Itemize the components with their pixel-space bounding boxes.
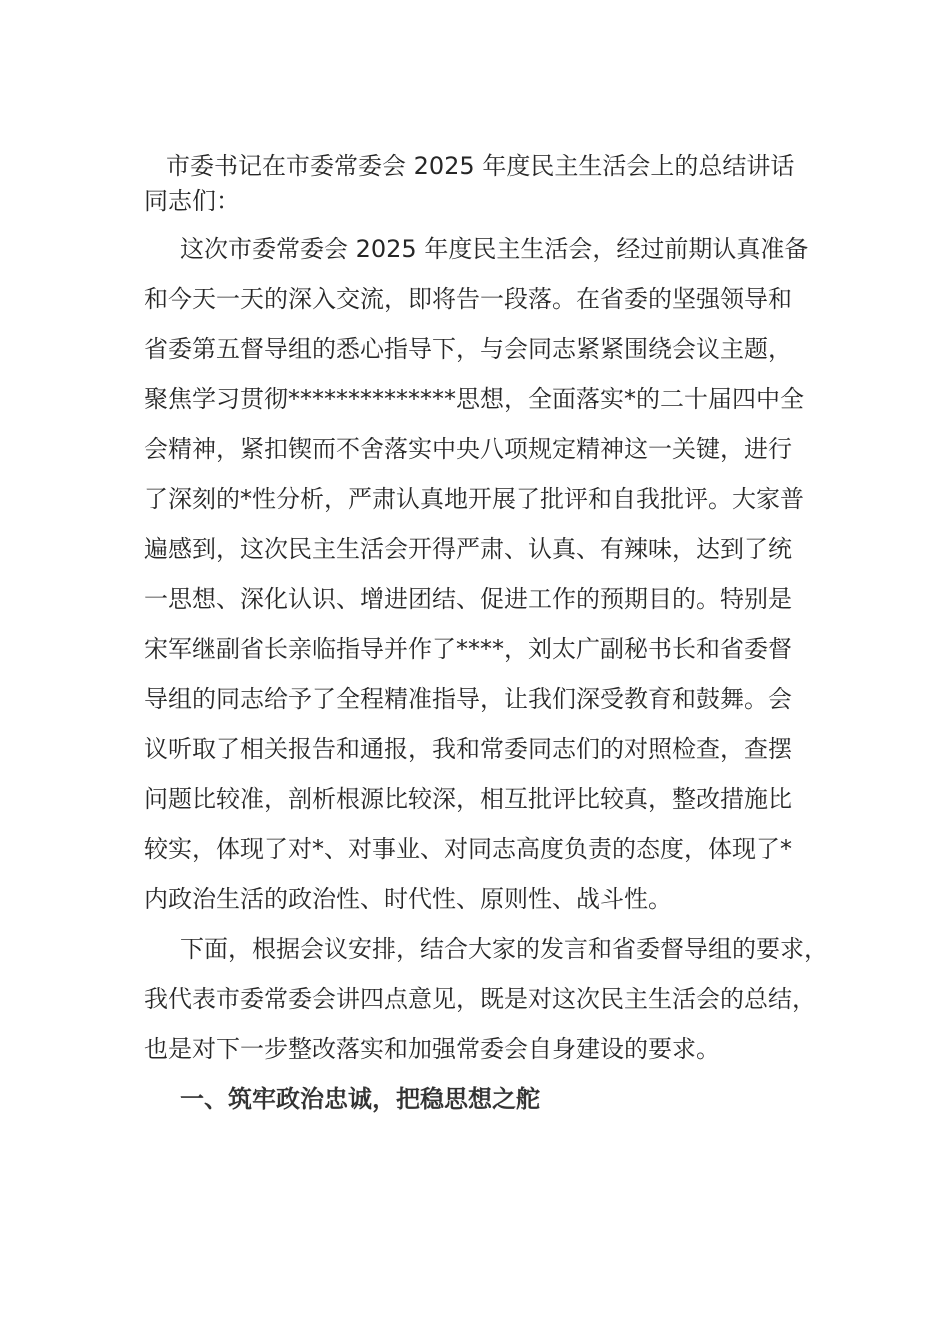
paragraph-line: 和今天一天的深入交流，即将告一段落。在省委的坚强领导和 xyxy=(144,285,792,313)
paragraph-line: 了深刻的*性分析，严肃认真地开展了批评和自我批评。大家普 xyxy=(144,485,804,513)
greeting: 同志们： xyxy=(144,187,240,215)
paragraph-line: 下面，根据会议安排，结合大家的发言和省委督导组的要求， xyxy=(180,935,828,963)
paragraph-line: 省委第五督导组的悉心指导下，与会同志紧紧围绕会议主题， xyxy=(144,335,792,363)
document-title: 市委书记在市委常委会 2025 年度民主生活会上的总结讲话 xyxy=(166,152,795,180)
paragraph-2 xyxy=(144,924,828,1074)
paragraph-line: 问题比较准，剖析根源比较深，相互批评比较真，整改措施比 xyxy=(144,785,792,813)
paragraph-line: 也是对下一步整改落实和加强常委会自身建设的要求。 xyxy=(144,1035,720,1063)
section-1-heading: 一、筑牢政治忠诚，把稳思想之舵 xyxy=(180,1085,540,1113)
document-body xyxy=(144,176,828,1124)
paragraph-line: 会精神，紧扣锲而不舍落实中央八项规定精神这一关键，进行 xyxy=(144,435,792,463)
paragraph-line: 一思想、深化认识、增进团结、促进工作的预期目的。特别是 xyxy=(144,585,792,613)
paragraph-line: 较实，体现了对*、对事业、对同志高度负责的态度，体现了* xyxy=(144,835,792,863)
paragraph-line: 内政治生活的政治性、时代性、原则性、战斗性。 xyxy=(144,885,672,913)
paragraph-line: 遍感到，这次民主生活会开得严肃、认真、有辣味，达到了统 xyxy=(144,535,792,563)
paragraph-line: 这次市委常委会 2025 年度民主生活会，经过前期认真准备 xyxy=(180,235,809,263)
paragraph-line: 聚焦学习贯彻**************思想，全面落实*的二十届四中全 xyxy=(144,385,804,413)
paragraph-line: 议听取了相关报告和通报，我和常委同志们的对照检查，查摆 xyxy=(144,735,792,763)
paragraph-1 xyxy=(144,224,809,924)
paragraph-line: 宋军继副省长亲临指导并作了****，刘太广副秘书长和省委督 xyxy=(144,635,792,663)
paragraph-line: 我代表市委常委会讲四点意见，既是对这次民主生活会的总结， xyxy=(144,985,816,1013)
paragraph-line: 导组的同志给予了全程精准指导，让我们深受教育和鼓舞。会 xyxy=(144,685,792,713)
